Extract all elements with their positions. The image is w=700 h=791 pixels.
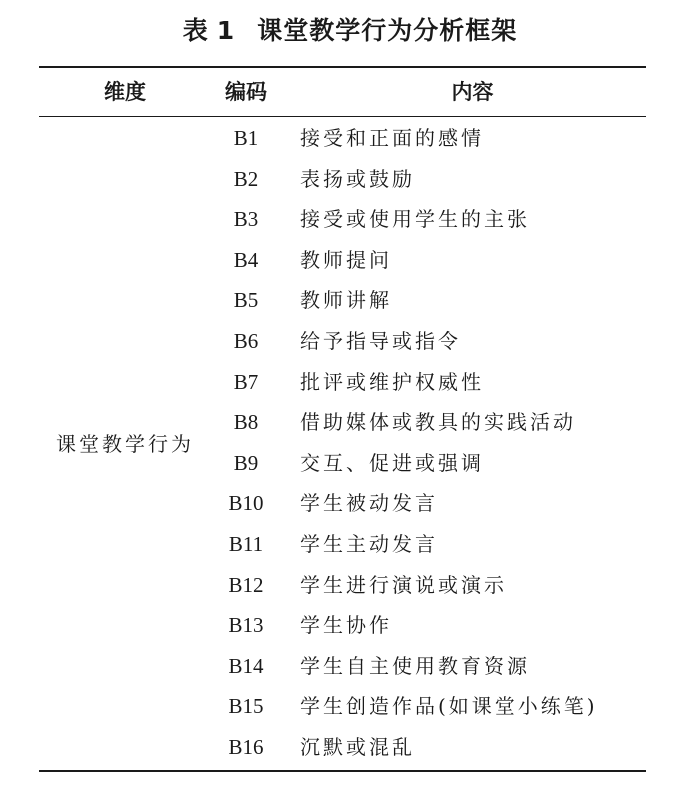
row-code: B5	[233, 288, 259, 313]
row-content: 学生协作	[300, 613, 392, 638]
row-content: 学生自主使用教育资源	[300, 653, 530, 678]
row-content: 借助媒体或教具的实践活动	[300, 410, 576, 435]
row-code: B6	[233, 328, 259, 353]
row-content: 学生被动发言	[300, 491, 438, 516]
row-content: 给予指导或指令	[300, 328, 461, 353]
dimension-cell: 课堂教学行为	[56, 432, 194, 456]
row-code: B8	[233, 410, 259, 435]
row-code: B7	[233, 369, 259, 394]
table-row	[0, 159, 700, 200]
row-content: 教师提问	[300, 247, 392, 272]
row-code: B2	[233, 166, 259, 191]
table-bottom-rule	[39, 770, 646, 772]
row-content: 接受或使用学生的主张	[300, 207, 530, 232]
table-title-text: 课堂教学行为分析框架	[257, 16, 518, 45]
row-code: B11	[228, 531, 264, 556]
row-content: 接受和正面的感情	[300, 126, 484, 150]
row-code: B12	[228, 572, 264, 597]
table-row	[0, 524, 700, 565]
header-code: 编码	[225, 80, 267, 104]
table-title	[0, 14, 700, 48]
row-code: B16	[228, 734, 264, 759]
row-code: B1	[233, 126, 259, 150]
table-row	[0, 118, 700, 159]
table-title-label: 表	[182, 16, 209, 45]
table-row	[0, 280, 700, 321]
table-top-rule	[39, 66, 646, 68]
header-content: 内容	[451, 80, 494, 104]
table-row	[0, 646, 700, 687]
table-row	[0, 686, 700, 727]
table-row	[0, 199, 700, 240]
table-row	[0, 443, 700, 484]
row-code: B4	[233, 247, 259, 272]
row-content: 教师讲解	[300, 288, 392, 313]
row-code: B14	[228, 653, 264, 678]
row-code: B10	[228, 491, 264, 516]
row-code: B9	[233, 450, 259, 475]
table-row	[0, 483, 700, 524]
table-row	[0, 362, 700, 403]
table-title-number: 1	[216, 16, 236, 45]
table-row	[0, 402, 700, 443]
row-code: B13	[228, 613, 264, 638]
table-row	[0, 605, 700, 646]
table-row	[0, 727, 700, 768]
row-code: B3	[233, 207, 259, 232]
row-content: 表扬或鼓励	[300, 166, 415, 191]
row-code: B15	[228, 694, 264, 719]
row-content: 批评或维护权威性	[300, 369, 484, 394]
row-content: 沉默或混乱	[300, 734, 415, 759]
table-body	[0, 118, 700, 768]
row-content: 交互、促进或强调	[300, 450, 484, 475]
header-dimension: 维度	[104, 80, 146, 104]
table-row	[0, 240, 700, 281]
row-content: 学生创造作品(如课堂小练笔)	[300, 694, 598, 719]
table-row	[0, 565, 700, 606]
row-content: 学生主动发言	[300, 531, 438, 556]
table-header-rule	[39, 116, 646, 117]
table-row	[0, 321, 700, 362]
row-content: 学生进行演说或演示	[300, 572, 507, 597]
